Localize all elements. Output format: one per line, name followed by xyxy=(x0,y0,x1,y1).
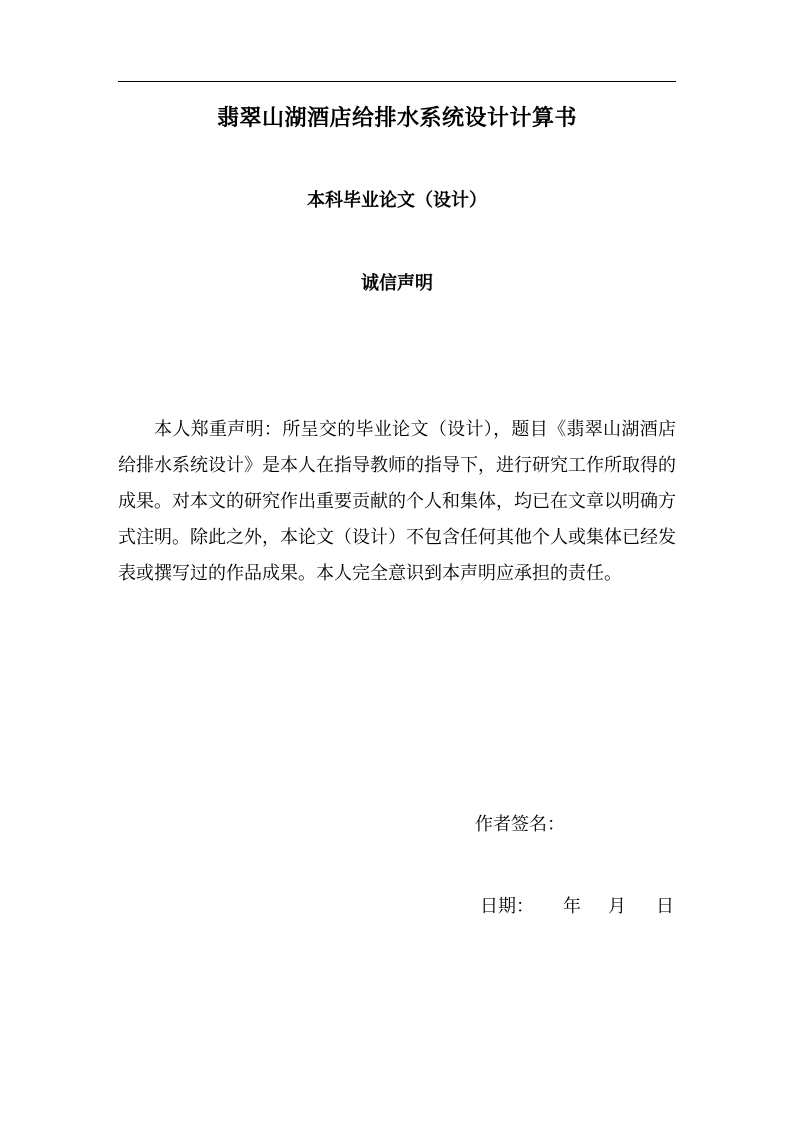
year-label: 年 xyxy=(563,896,581,917)
document-title: 翡翠山湖酒店给排水系统设计计算书 xyxy=(216,105,577,131)
declaration-paragraph: 本人郑重声明：所呈交的毕业论文（设计），题目《翡翠山湖酒店给排水系统设计》是本人在指导教师的指导下，进行研究工作所取得的成果。对本文的研究作出重要贡献的个人和集体，均已在文章以明确方式注明。除此之外，本论文（设计）不包含任何其他个人或集体已经发表或撰写过的作品成果。本人完全意识到本声明应承担的责任。 xyxy=(118,419,676,584)
month-label: 月 xyxy=(608,896,626,917)
header-rule xyxy=(118,81,676,82)
author-signature-label: 作者签名： xyxy=(475,814,565,835)
thesis-type-heading: 本科毕业论文（设计） xyxy=(307,190,487,211)
integrity-statement-heading: 诚信声明 xyxy=(361,273,433,294)
date-line xyxy=(480,892,676,922)
day-label: 日 xyxy=(656,896,674,917)
date-label: 日期： xyxy=(480,896,534,917)
